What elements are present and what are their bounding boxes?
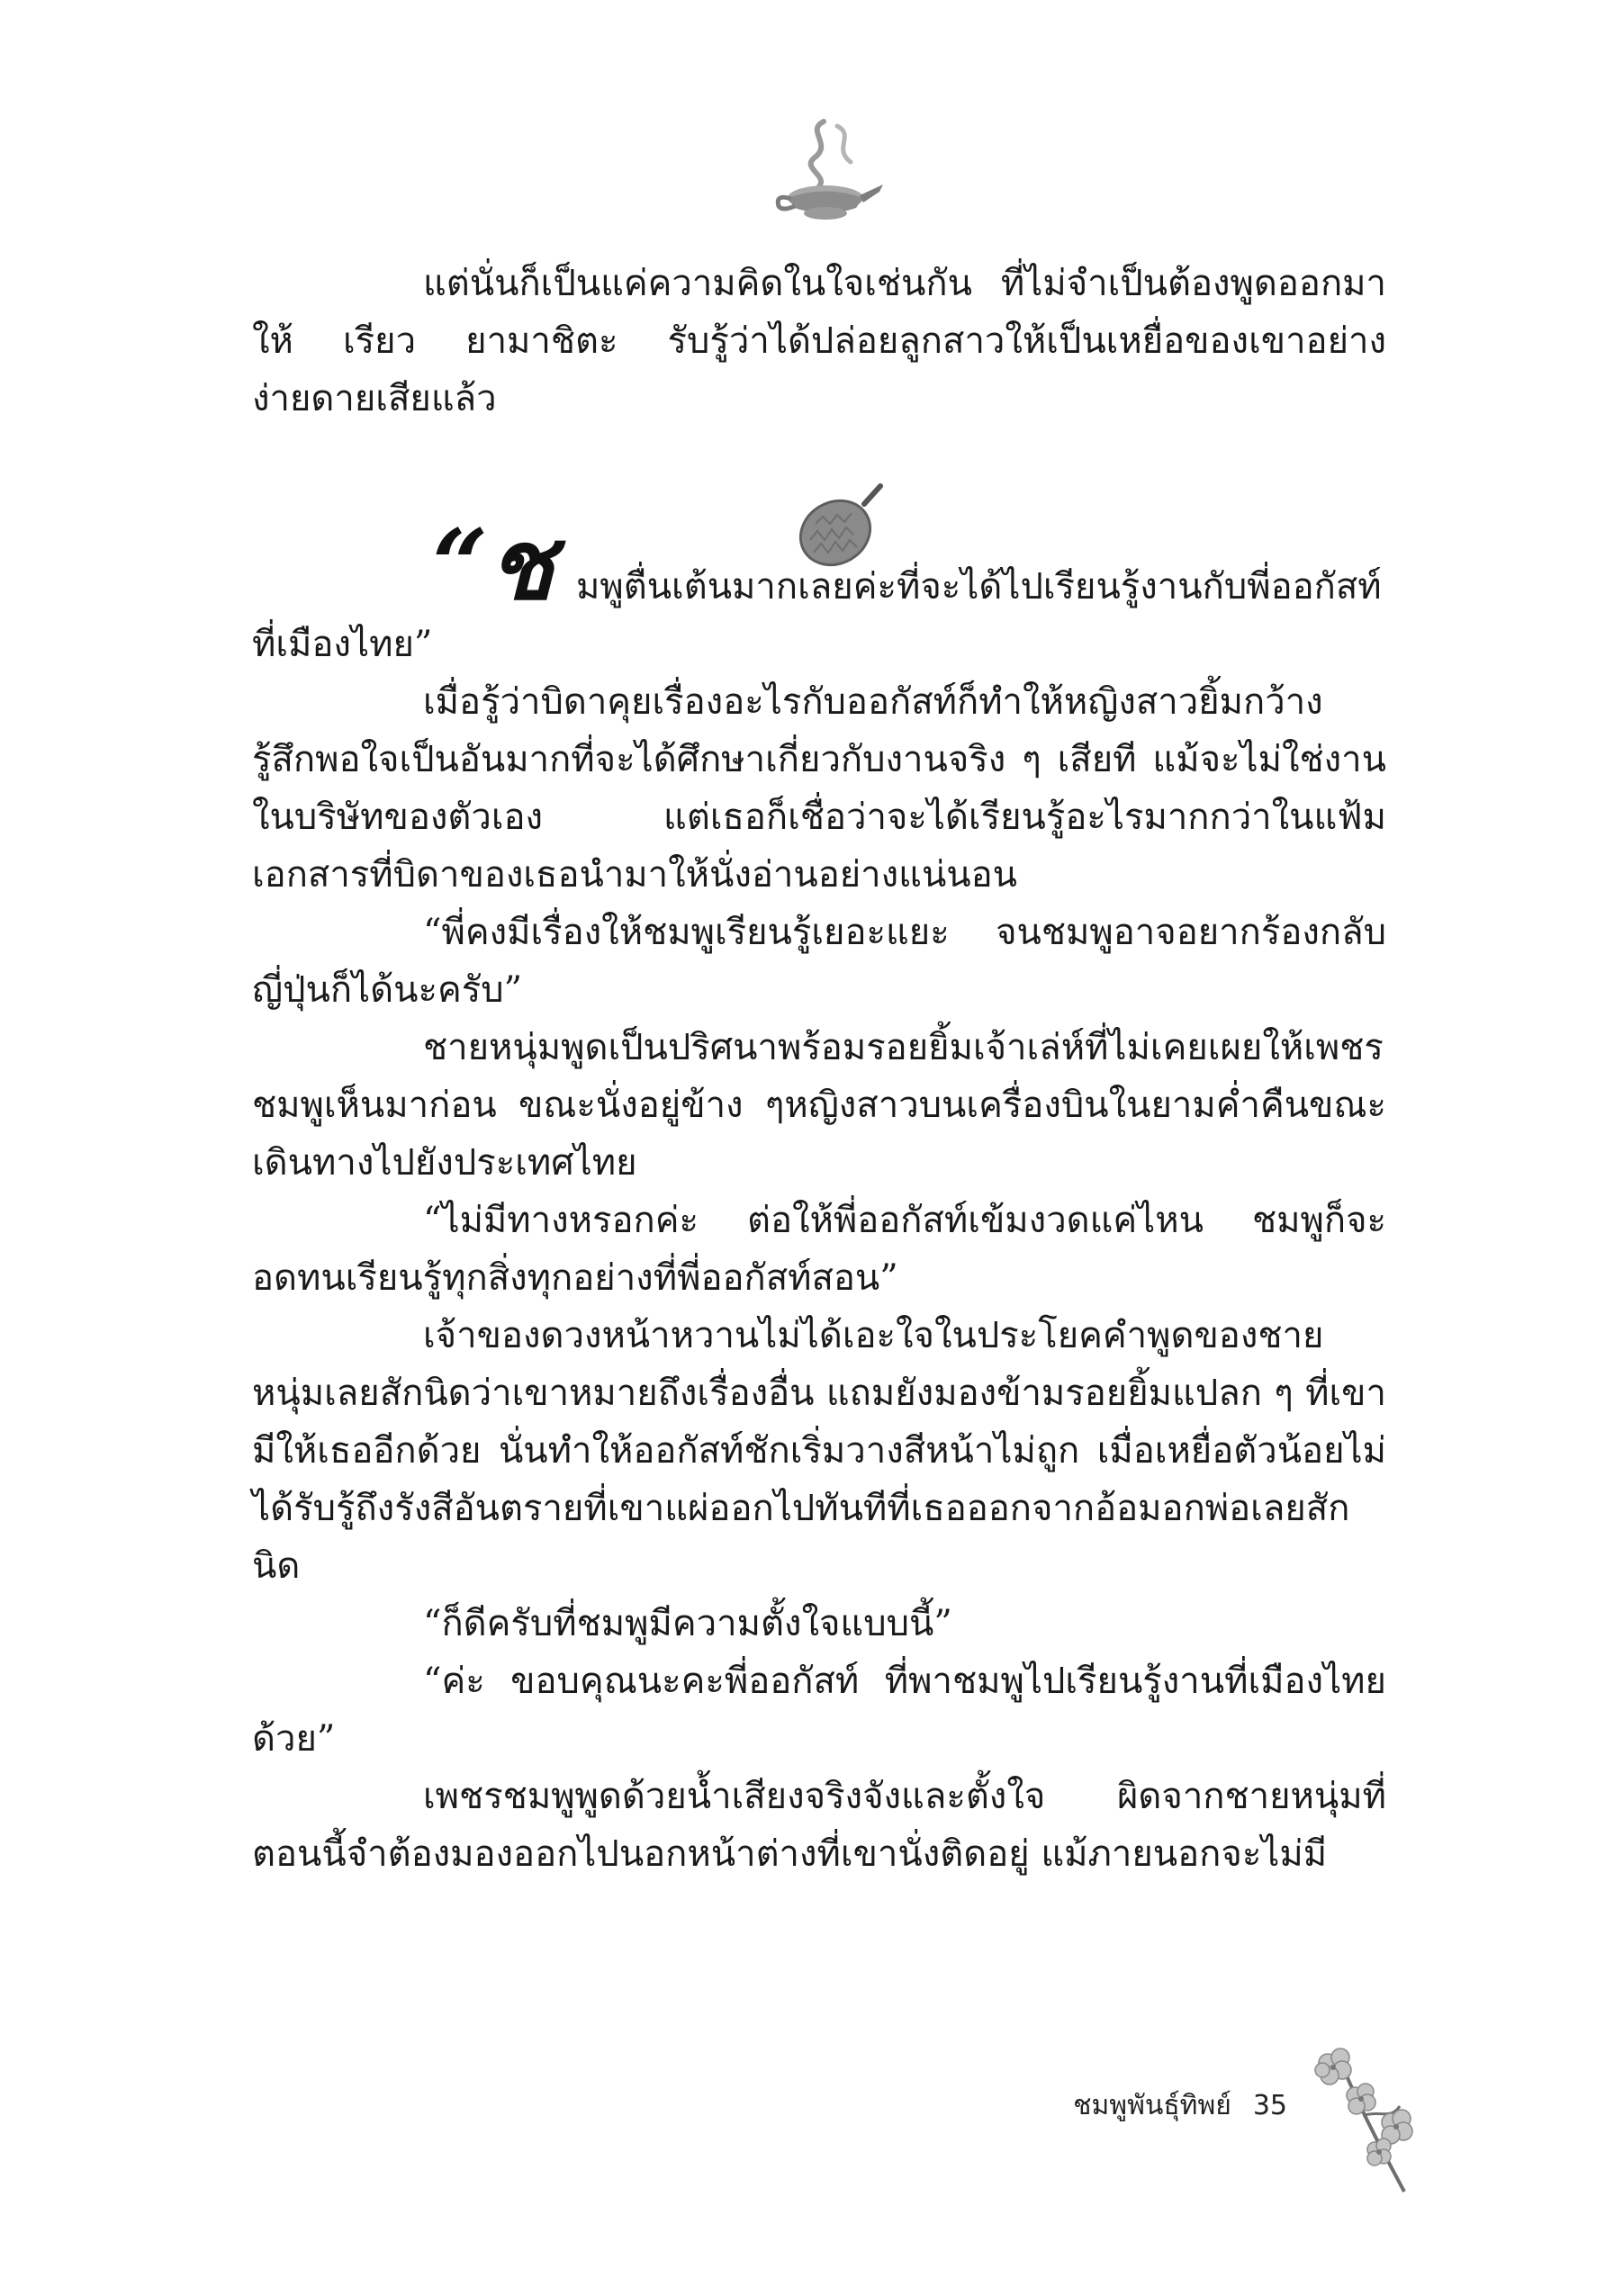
- dropcap-paragraph: [252, 509, 1386, 622]
- paragraph: “ไม่มีทางหรอกค่ะ ต่อให้พี่ออกัสท์เข้มงวดแค่ไหน ชมพูก็จะอดทนเรียนรู้ทุกสิ่งทุกอย่างที่พี่ออกัสท์สอน”: [252, 1200, 1386, 1299]
- page-number: 35: [1252, 2090, 1287, 2121]
- paragraph: เจ้าของดวงหน้าหวานไม่ได้เอะใจในประโยคคำพูดของชายหนุ่มเลยสักนิดว่าเขาหมายถึงเรื่องอื่น แถมยังมองข้ามรอยยิ้มแปลก ๆ ที่เขามีให้เธออีกด้วย นั่นทำให้ออกัสท์ชักเริ่มวางสีหน้าไม่ถูก เมื่อเหยื่อตัวน้อยไม่ได้รับรู้ถึงรังสีอันตรายที่เขาแผ่ออกไปทันทีที่เธอออกจากอ้อมอกพ่อเลยสักนิด: [252, 1315, 1386, 1587]
- paragraph: เพชรชมพูพูดด้วยน้ำเสียงจริงจังและตั้งใจ ผิดจากชายหนุ่มที่ตอนนี้จำต้องมองออกไปนอกหน้าต่างที่เขานั่งติดอยู่ แม้ภายนอกจะไม่มี: [252, 1776, 1386, 1875]
- paragraph: ชายหนุ่มพูดเป็นปริศนาพร้อมรอยยิ้มเจ้าเล่ห์ที่ไม่เคยเผยให้เพชรชมพูเห็นมาก่อน ขณะนั่งอยู่ข้าง ๆหญิงสาวบนเครื่องบินในยามค่ำคืนขณะเดินทางไปยังประเทศไทย: [252, 1027, 1386, 1184]
- paragraph: “ค่ะ ขอบคุณนะคะพี่ออกัสท์ ที่พาชมพูไปเรียนรู้งานที่เมืองไทยด้วย”: [252, 1661, 1386, 1760]
- paragraph: แต่นั่นก็เป็นแค่ความคิดในใจเช่นกัน ที่ไม่จำเป็นต้องพูดออกมา ให้ เรียว ยามาชิตะ รับรู้ว่าได้ปล่อยลูกสาวให้เป็นเหยื่อของเขาอย่างง่ายดายเสียแล้ว: [252, 263, 1386, 419]
- paragraph: “พี่คงมีเรื่องให้ชมพูเรียนรู้เยอะแยะ จนชมพูอาจอยากร้องกลับญี่ปุ่นก็ได้นะครับ”: [252, 912, 1386, 1011]
- dropcap-letter: “ช: [432, 509, 555, 622]
- paragraph: ที่เมืองไทย”: [252, 624, 433, 665]
- dropcap-rest-text: มพูตื่นเต้นมากเลยค่ะที่จะได้ไปเรียนรู้งานกับพี่ออกัสท์: [576, 566, 1382, 608]
- page-footer: [999, 2088, 1287, 2124]
- paragraph: “ก็ดีครับที่ชมพูมีความตั้งใจแบบนี้”: [423, 1603, 952, 1644]
- paragraph: เมื่อรู้ว่าบิดาคุยเรื่องอะไรกับออกัสท์ก็ทำให้หญิงสาวยิ้มกว้าง รู้สึกพอใจเป็นอันมากที่จะได้ศึกษาเกี่ยวกับงานจริง ๆ เสียที แม้จะไม่ใช่งานในบริษัทของตัวเอง แต่เธอก็เชื่อว่าจะได้เรียนรู้อะไรมากกว่าในแฟ้มเอกสารที่บิดาของเธอนำมาให้นั่งอ่านอย่างแน่นอน: [252, 681, 1386, 896]
- book-title: ชมพูพันธุ์ทิพย์: [1073, 2090, 1231, 2121]
- main-text-block: [252, 509, 1386, 1883]
- opening-paragraph-block: [252, 255, 1386, 428]
- flower-branch-icon: [1301, 2043, 1418, 2196]
- oil-lamp-icon: [770, 113, 887, 225]
